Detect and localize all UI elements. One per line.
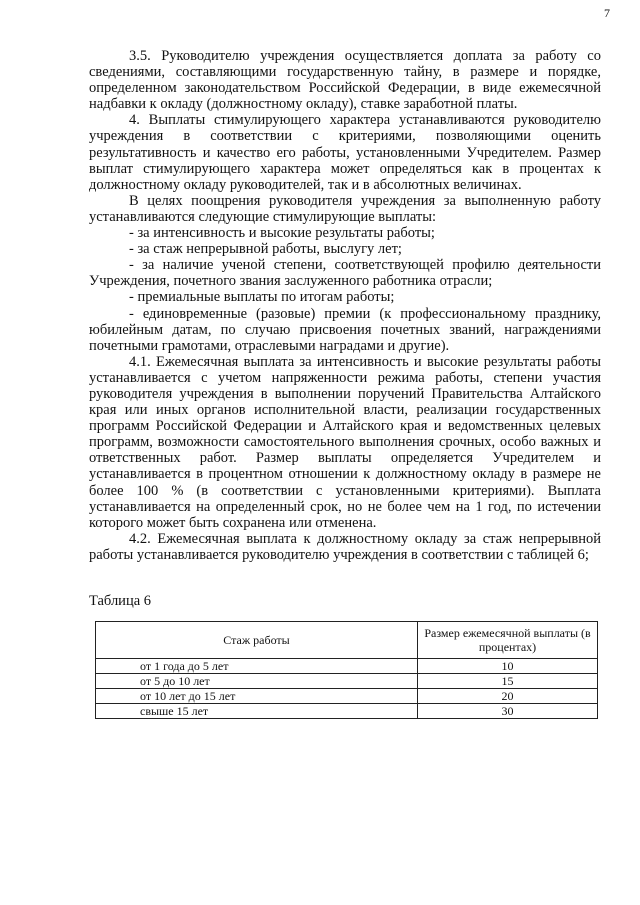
table-header-payment: Размер ежемесячной выплаты (в процентах) — [418, 622, 598, 659]
table-caption: Таблица 6 — [89, 593, 152, 609]
paragraph-3-5: 3.5. Руководителю учреждения осуществляется доплата за работу со сведениями, составляющими государственную тайну, в размере и порядке, определенном законодательством Российской Федерации, в виде ежемесячной надбавки к окладу (должностному окладу), ставке заработной платы. — [89, 48, 601, 113]
table-cell-experience: от 1 года до 5 лет — [96, 659, 418, 674]
table-cell-experience: свыше 15 лет — [96, 704, 418, 719]
table-row — [96, 689, 598, 704]
table-cell-experience: от 5 до 10 лет — [96, 674, 418, 689]
document-body — [89, 48, 601, 719]
table-row — [96, 704, 598, 719]
page-number: 7 — [604, 6, 610, 20]
seniority-table — [95, 621, 598, 719]
table-cell-percent: 15 — [418, 674, 598, 689]
list-item: - за интенсивность и высокие результаты работы; — [129, 225, 435, 242]
table-cell-percent: 30 — [418, 704, 598, 719]
table-cell-experience: от 10 лет до 15 лет — [96, 689, 418, 704]
table-cell-percent: 20 — [418, 689, 598, 704]
table-row — [96, 659, 598, 674]
table-row — [96, 674, 598, 689]
list-item: - за наличие ученой степени, соответствующей профилю деятельности Учреждения, почетного звания заслуженного работника отрасли; — [89, 257, 601, 290]
paragraph-4: 4. Выплаты стимулирующего характера устанавливаются руководителю учреждения в соответствии с критериями, позволяющими оценить результативность и качество его работы, установленными Учредителем. Размер выплат стимулирующего характера может определяться как в процентах к должностному окладу руководителей, так и в абсолютных величинах. — [89, 112, 601, 193]
paragraph-4-2: 4.2. Ежемесячная выплата к должностному окладу за стаж непрерывной работы устанавливается руководителю учреждения в соответствии с таблицей 6; — [89, 530, 601, 563]
list-item: - единовременные (разовые) премии (к профессиональному празднику, юбилейным датам, по случаю присвоения почетных званий, награждениями почетными грамотами, отраслевыми наградами и другие). — [89, 305, 601, 354]
table-cell-percent: 10 — [418, 659, 598, 674]
paragraph-incentives-intro: В целях поощрения руководителя учреждения за выполненную работу устанавливаются следующие стимулирующие выплаты: — [89, 192, 601, 225]
list-item: - за стаж непрерывной работы, выслугу лет; — [129, 241, 402, 258]
paragraph-4-1: 4.1. Ежемесячная выплата за интенсивность и высокие результаты работы устанавливается с учетом напряженности режима работы, степени участия руководителя учреждения в выполнении поручений Правительства Алтайского края или иных органов исполнительной власти, реализации государственных программ Российской Федерации и Алтайского края и ведомственных целевых программ, возможности самостоятельного выполнения срочных, особо важных и ответственных работ. Размер выплаты определяется Учредителем и устанавливается в процентном отношении к должностному окладу в размере не более 100 % (в соответствии с установленными критериями). Выплата устанавливается на определенный срок, но не более чем на 1 год, по истечении которого может быть сохранена или отменена. — [89, 353, 601, 531]
list-item: - премиальные выплаты по итогам работы; — [129, 289, 395, 306]
table-header-row — [96, 622, 598, 659]
table-header-experience: Стаж работы — [96, 622, 418, 659]
